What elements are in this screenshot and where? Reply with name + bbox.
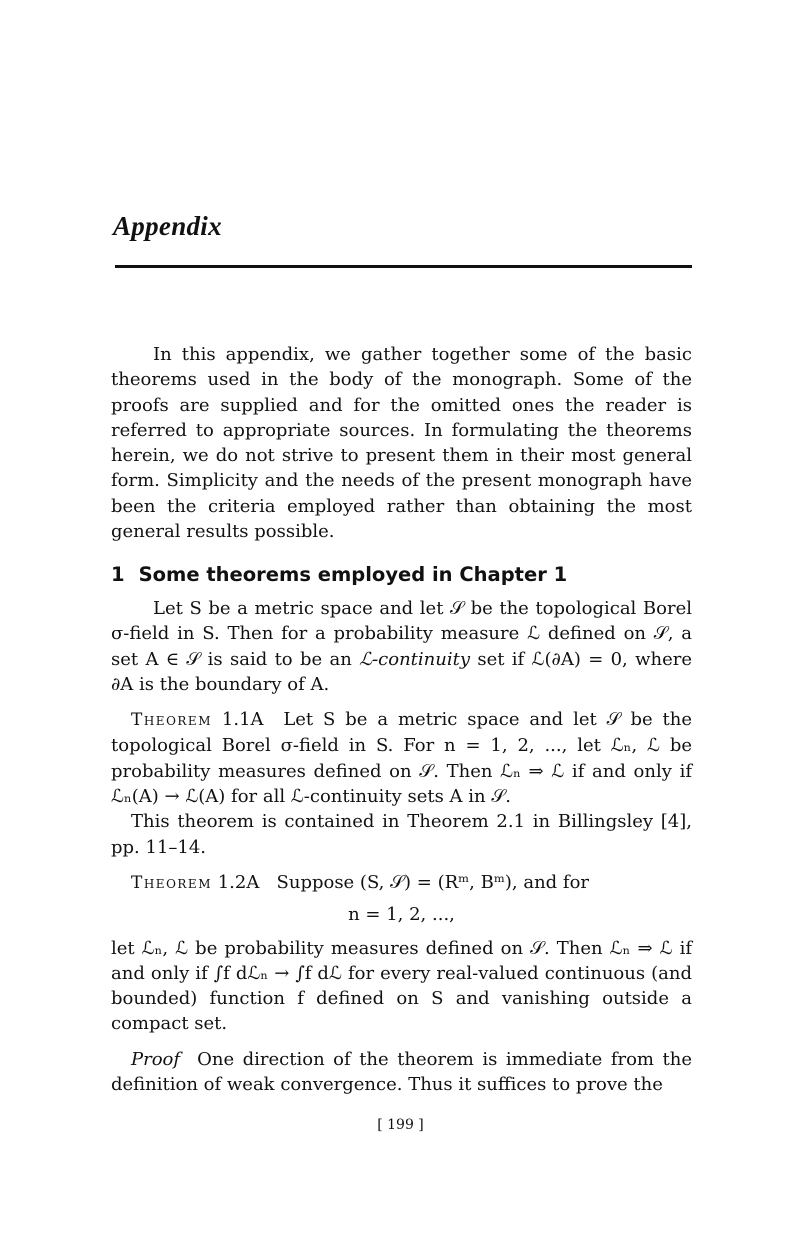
definition-text-b: set if ℒ(∂A) = 0, where ∂A is the boundary of A. — [111, 648, 693, 695]
theorem-1-1-statement: Let S be a metric space and let 𝒮 be the topological Borel σ-field in S. For n = 1, 2, ..., let ℒₙ, ℒ be probability measures defined on 𝒮. Then ℒₙ ⇒ ℒ if and only if ℒₙ(A) → ℒ(A) for all ℒ-continuity sets A in 𝒮. — [111, 709, 692, 808]
theorem-1-1-label: Theorem — [131, 710, 212, 731]
proof-text: One direction of the theorem is immediate from the definition of weak convergence. Thus it suffices to prove the — [111, 1048, 692, 1096]
theorem-1-1-number: 1.1A — [221, 709, 264, 731]
page-number: [ 199 ] — [377, 1117, 424, 1133]
theorem-1-2 — [111, 870, 692, 896]
definition-term: ℒ-continuity — [359, 648, 471, 670]
section-title: Some theorems employed in Chapter 1 — [138, 563, 568, 586]
theorem-1-2-display: n = 1, 2, ..., — [348, 904, 455, 926]
proof-paragraph — [111, 1047, 692, 1098]
theorem-1-2-statement-b: let ℒₙ, ℒ be probability measures defined on 𝒮. Then ℒₙ ⇒ ℒ if and only if ∫f dℒₙ → ∫f dℒ for every real-valued continuous (and bounded) function f defined on S and vanishing outside a compact set. — [111, 937, 692, 1035]
title-rule — [115, 265, 692, 268]
intro-paragraph: In this appendix, we gather together some of the basic theorems used in the body of the monograph. Some of the proofs are supplied and for the omitted ones the reader is referred to appropriate sources. In formulating the theorems herein, we do not strive to present them in their most general form. Simplicity and the needs of the present monograph have been the criteria employed rather than obtaining the most general results possible. — [111, 344, 692, 543]
theorem-1-1 — [111, 707, 692, 809]
theorem-1-2-label: Theorem — [131, 872, 212, 893]
section-number: 1 — [111, 563, 125, 586]
section-heading — [111, 563, 567, 586]
body-block — [111, 596, 692, 1097]
proof-label: Proof — [131, 1048, 181, 1070]
theorem-1-1-reference: This theorem is contained in Theorem 2.1 in Billingsley [4], pp. 11–14. — [111, 811, 692, 858]
theorem-1-2-number: 1.2A — [217, 871, 260, 893]
definition-text-a: Let S be a metric space and let 𝒮 be the topological Borel σ-field in S. Then for a probability measure ℒ defined on 𝒮, a set A ∈ 𝒮 is said to be an — [111, 598, 692, 670]
definition-paragraph — [111, 596, 692, 697]
chapter-title: Appendix — [113, 211, 222, 241]
intro-block — [111, 342, 692, 544]
theorem-1-2-statement-a: Suppose (S, 𝒮) = (Rᵐ, Bᵐ), and for — [276, 871, 590, 893]
